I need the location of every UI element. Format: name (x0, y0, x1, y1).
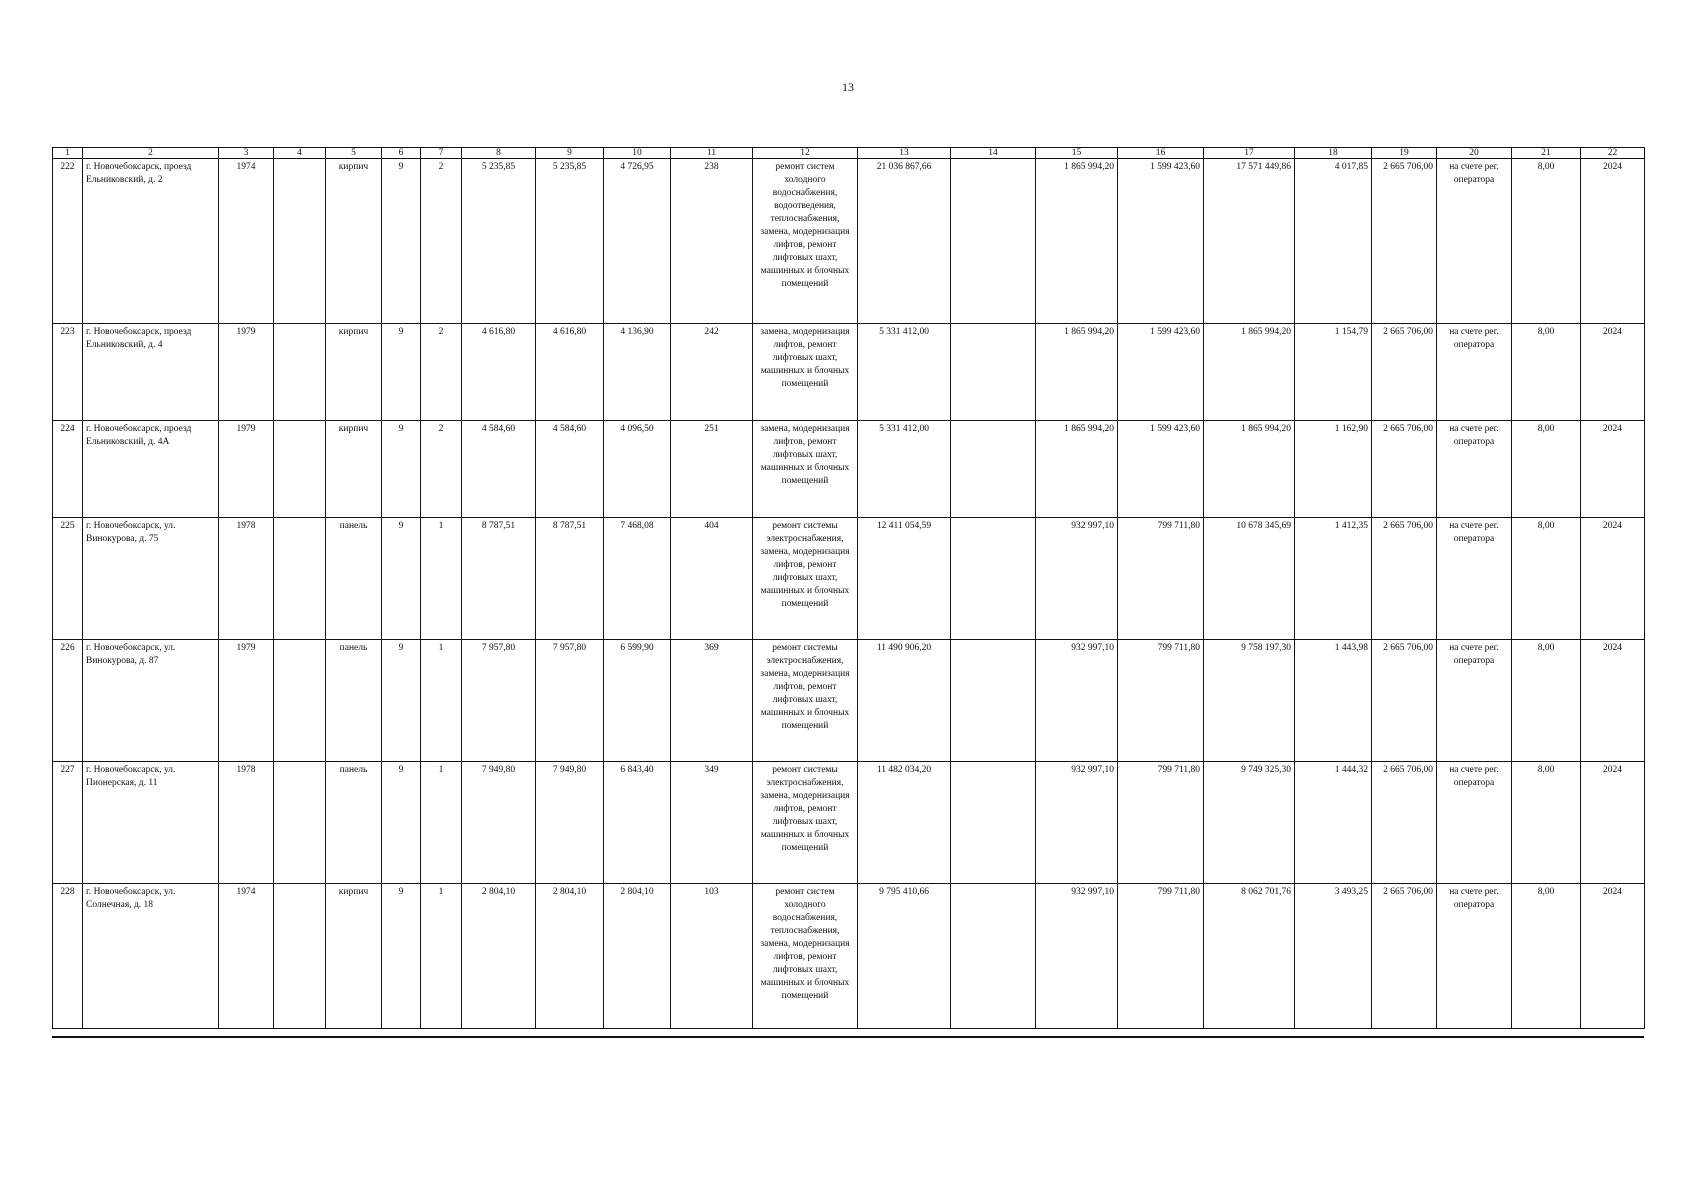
row-number: 223 (53, 324, 83, 421)
cell-col14 (951, 640, 1036, 762)
area-total: 4 616,80 (462, 324, 536, 421)
cell-col22: 2024 (1581, 421, 1645, 518)
address: г. Новочебоксарск, ул. Винокурова, д. 87 (83, 640, 219, 762)
column-number: 11 (671, 148, 753, 159)
column-number: 8 (462, 148, 536, 159)
area-living: 4 096,50 (604, 421, 671, 518)
cell-col15: 932 997,10 (1036, 884, 1118, 1029)
cell-col18: 1 162,90 (1295, 421, 1372, 518)
cell-col17: 1 865 994,20 (1204, 421, 1295, 518)
cell-col21: 8,00 (1512, 640, 1581, 762)
column-number: 19 (1372, 148, 1437, 159)
cell-col16: 799 711,80 (1118, 884, 1204, 1029)
works: ремонт систем холодного водоснабжения, водоотведения, теплоснабжения, замена, модернизация лифтов, ремонт лифтовых шахт, машинных и блочных помещений (753, 159, 858, 324)
year-built: 1974 (219, 884, 274, 1029)
residents: 242 (671, 324, 753, 421)
address: г. Новочебоксарск, ул. Винокурова, д. 75 (83, 518, 219, 640)
cell-col17: 9 749 325,30 (1204, 762, 1295, 884)
area-premises: 5 235,85 (536, 159, 604, 324)
floors: 9 (382, 421, 421, 518)
address: г. Новочебоксарск, ул. Пионерская, д. 11 (83, 762, 219, 884)
area-total: 2 804,10 (462, 884, 536, 1029)
year-built: 1979 (219, 324, 274, 421)
cell-col22: 2024 (1581, 762, 1645, 884)
row-number: 222 (53, 159, 83, 324)
residents: 369 (671, 640, 753, 762)
cell-col22: 2024 (1581, 518, 1645, 640)
residents: 103 (671, 884, 753, 1029)
year-built: 1974 (219, 159, 274, 324)
column-number: 15 (1036, 148, 1118, 159)
area-premises: 8 787,51 (536, 518, 604, 640)
cell-col19: 2 665 706,00 (1372, 762, 1437, 884)
year-built: 1979 (219, 421, 274, 518)
cell-col4 (274, 324, 326, 421)
cell-col21: 8,00 (1512, 159, 1581, 324)
area-living: 6 843,40 (604, 762, 671, 884)
cell-col20: на счете рег. оператора (1437, 421, 1512, 518)
table-row (53, 324, 1645, 421)
cell-col22: 2024 (1581, 884, 1645, 1029)
area-total: 8 787,51 (462, 518, 536, 640)
cell-col16: 799 711,80 (1118, 762, 1204, 884)
cell-col22: 2024 (1581, 640, 1645, 762)
column-number: 20 (1437, 148, 1512, 159)
cell-col15: 932 997,10 (1036, 640, 1118, 762)
cell-col17: 17 571 449,86 (1204, 159, 1295, 324)
cost-total: 11 482 034,20 (858, 762, 951, 884)
column-number: 4 (274, 148, 326, 159)
column-number: 6 (382, 148, 421, 159)
residents: 238 (671, 159, 753, 324)
wall-material: кирпич (326, 884, 382, 1029)
row-number: 226 (53, 640, 83, 762)
area-premises: 4 584,60 (536, 421, 604, 518)
cell-col14 (951, 159, 1036, 324)
address: г. Новочебоксарск, проезд Ельниковский, д. 2 (83, 159, 219, 324)
cell-col15: 932 997,10 (1036, 518, 1118, 640)
cell-col17: 1 865 994,20 (1204, 324, 1295, 421)
year-built: 1978 (219, 518, 274, 640)
cell-col16: 1 599 423,60 (1118, 324, 1204, 421)
cell-col21: 8,00 (1512, 518, 1581, 640)
address: г. Новочебоксарск, проезд Ельниковский, д. 4 (83, 324, 219, 421)
column-number: 14 (951, 148, 1036, 159)
cell-col22: 2024 (1581, 159, 1645, 324)
entrances: 1 (421, 884, 462, 1029)
cell-col4 (274, 884, 326, 1029)
cell-col17: 8 062 701,76 (1204, 884, 1295, 1029)
row-number: 228 (53, 884, 83, 1029)
entrances: 2 (421, 159, 462, 324)
works: ремонт системы электроснабжения, замена, модернизация лифтов, ремонт лифтовых шахт, машинных и блочных помещений (753, 518, 858, 640)
column-number-row (53, 148, 1645, 159)
entrances: 2 (421, 324, 462, 421)
cell-col15: 1 865 994,20 (1036, 421, 1118, 518)
area-total: 7 957,80 (462, 640, 536, 762)
row-number: 227 (53, 762, 83, 884)
residents: 251 (671, 421, 753, 518)
area-premises: 7 957,80 (536, 640, 604, 762)
cell-col18: 3 493,25 (1295, 884, 1372, 1029)
cell-col20: на счете рег. оператора (1437, 324, 1512, 421)
cell-col22: 2024 (1581, 324, 1645, 421)
wall-material: панель (326, 640, 382, 762)
cost-total: 21 036 867,66 (858, 159, 951, 324)
year-built: 1978 (219, 762, 274, 884)
cell-col4 (274, 640, 326, 762)
year-built: 1979 (219, 640, 274, 762)
repair-program-table (52, 147, 1645, 1029)
row-number: 225 (53, 518, 83, 640)
cell-col15: 1 865 994,20 (1036, 324, 1118, 421)
column-number: 21 (1512, 148, 1581, 159)
cell-col18: 1 444,32 (1295, 762, 1372, 884)
cell-col14 (951, 421, 1036, 518)
works: ремонт системы электроснабжения, замена, модернизация лифтов, ремонт лифтовых шахт, машинных и блочных помещений (753, 762, 858, 884)
cell-col18: 1 154,79 (1295, 324, 1372, 421)
cell-col21: 8,00 (1512, 421, 1581, 518)
area-premises: 4 616,80 (536, 324, 604, 421)
cell-col20: на счете рег. оператора (1437, 518, 1512, 640)
cell-col21: 8,00 (1512, 324, 1581, 421)
table-row (53, 159, 1645, 324)
cell-col4 (274, 518, 326, 640)
table-row (53, 421, 1645, 518)
table-row (53, 884, 1645, 1029)
wall-material: кирпич (326, 421, 382, 518)
cost-total: 5 331 412,00 (858, 324, 951, 421)
cell-col16: 1 599 423,60 (1118, 421, 1204, 518)
floors: 9 (382, 518, 421, 640)
area-living: 6 599,90 (604, 640, 671, 762)
cell-col16: 799 711,80 (1118, 518, 1204, 640)
works: ремонт систем холодного водоснабжения, теплоснабжения, замена, модернизация лифтов, ремонт лифтовых шахт, машинных и блочных помещений (753, 884, 858, 1029)
column-number: 2 (83, 148, 219, 159)
column-number: 7 (421, 148, 462, 159)
column-number: 5 (326, 148, 382, 159)
area-living: 7 468,08 (604, 518, 671, 640)
table-bottom-rule (52, 1036, 1644, 1038)
cell-col20: на счете рег. оператора (1437, 640, 1512, 762)
address: г. Новочебоксарск, ул. Солнечная, д. 18 (83, 884, 219, 1029)
works: замена, модернизация лифтов, ремонт лифтовых шахт, машинных и блочных помещений (753, 421, 858, 518)
area-premises: 2 804,10 (536, 884, 604, 1029)
column-number: 12 (753, 148, 858, 159)
wall-material: кирпич (326, 324, 382, 421)
cell-col19: 2 665 706,00 (1372, 159, 1437, 324)
cost-total: 11 490 906,20 (858, 640, 951, 762)
wall-material: панель (326, 762, 382, 884)
residents: 404 (671, 518, 753, 640)
floors: 9 (382, 884, 421, 1029)
address: г. Новочебоксарск, проезд Ельниковский, д. 4А (83, 421, 219, 518)
cell-col19: 2 665 706,00 (1372, 324, 1437, 421)
floors: 9 (382, 762, 421, 884)
area-total: 4 584,60 (462, 421, 536, 518)
entrances: 2 (421, 421, 462, 518)
area-living: 2 804,10 (604, 884, 671, 1029)
column-number: 9 (536, 148, 604, 159)
cell-col20: на счете рег. оператора (1437, 884, 1512, 1029)
floors: 9 (382, 159, 421, 324)
area-total: 7 949,80 (462, 762, 536, 884)
row-number: 224 (53, 421, 83, 518)
column-number: 13 (858, 148, 951, 159)
area-living: 4 726,95 (604, 159, 671, 324)
cell-col4 (274, 762, 326, 884)
cell-col20: на счете рег. оператора (1437, 762, 1512, 884)
cell-col19: 2 665 706,00 (1372, 518, 1437, 640)
column-number: 1 (53, 148, 83, 159)
wall-material: кирпич (326, 159, 382, 324)
column-number: 22 (1581, 148, 1645, 159)
cell-col18: 1 443,98 (1295, 640, 1372, 762)
area-living: 4 136,90 (604, 324, 671, 421)
cost-total: 5 331 412,00 (858, 421, 951, 518)
cell-col19: 2 665 706,00 (1372, 421, 1437, 518)
works: ремонт системы электроснабжения, замена, модернизация лифтов, ремонт лифтовых шахт, машинных и блочных помещений (753, 640, 858, 762)
area-premises: 7 949,80 (536, 762, 604, 884)
cell-col4 (274, 159, 326, 324)
column-number: 18 (1295, 148, 1372, 159)
cell-col4 (274, 421, 326, 518)
column-number: 16 (1118, 148, 1204, 159)
cell-col21: 8,00 (1512, 884, 1581, 1029)
cell-col14 (951, 324, 1036, 421)
entrances: 1 (421, 762, 462, 884)
cell-col19: 2 665 706,00 (1372, 884, 1437, 1029)
cell-col16: 1 599 423,60 (1118, 159, 1204, 324)
cell-col17: 9 758 197,30 (1204, 640, 1295, 762)
cell-col14 (951, 518, 1036, 640)
floors: 9 (382, 324, 421, 421)
cell-col21: 8,00 (1512, 762, 1581, 884)
page-number: 13 (842, 80, 854, 94)
cell-col20: на счете рег. оператора (1437, 159, 1512, 324)
column-number: 17 (1204, 148, 1295, 159)
residents: 349 (671, 762, 753, 884)
cell-col18: 1 412,35 (1295, 518, 1372, 640)
column-number: 3 (219, 148, 274, 159)
cell-col19: 2 665 706,00 (1372, 640, 1437, 762)
cell-col14 (951, 762, 1036, 884)
cell-col14 (951, 884, 1036, 1029)
area-total: 5 235,85 (462, 159, 536, 324)
cost-total: 9 795 410,66 (858, 884, 951, 1029)
cell-col18: 4 017,85 (1295, 159, 1372, 324)
table-row (53, 762, 1645, 884)
cell-col15: 1 865 994,20 (1036, 159, 1118, 324)
table-row (53, 518, 1645, 640)
works: замена, модернизация лифтов, ремонт лифтовых шахт, машинных и блочных помещений (753, 324, 858, 421)
column-number: 10 (604, 148, 671, 159)
floors: 9 (382, 640, 421, 762)
cost-total: 12 411 054,59 (858, 518, 951, 640)
cell-col16: 799 711,80 (1118, 640, 1204, 762)
cell-col15: 932 997,10 (1036, 762, 1118, 884)
cell-col17: 10 678 345,69 (1204, 518, 1295, 640)
entrances: 1 (421, 640, 462, 762)
table-row (53, 640, 1645, 762)
entrances: 1 (421, 518, 462, 640)
wall-material: панель (326, 518, 382, 640)
